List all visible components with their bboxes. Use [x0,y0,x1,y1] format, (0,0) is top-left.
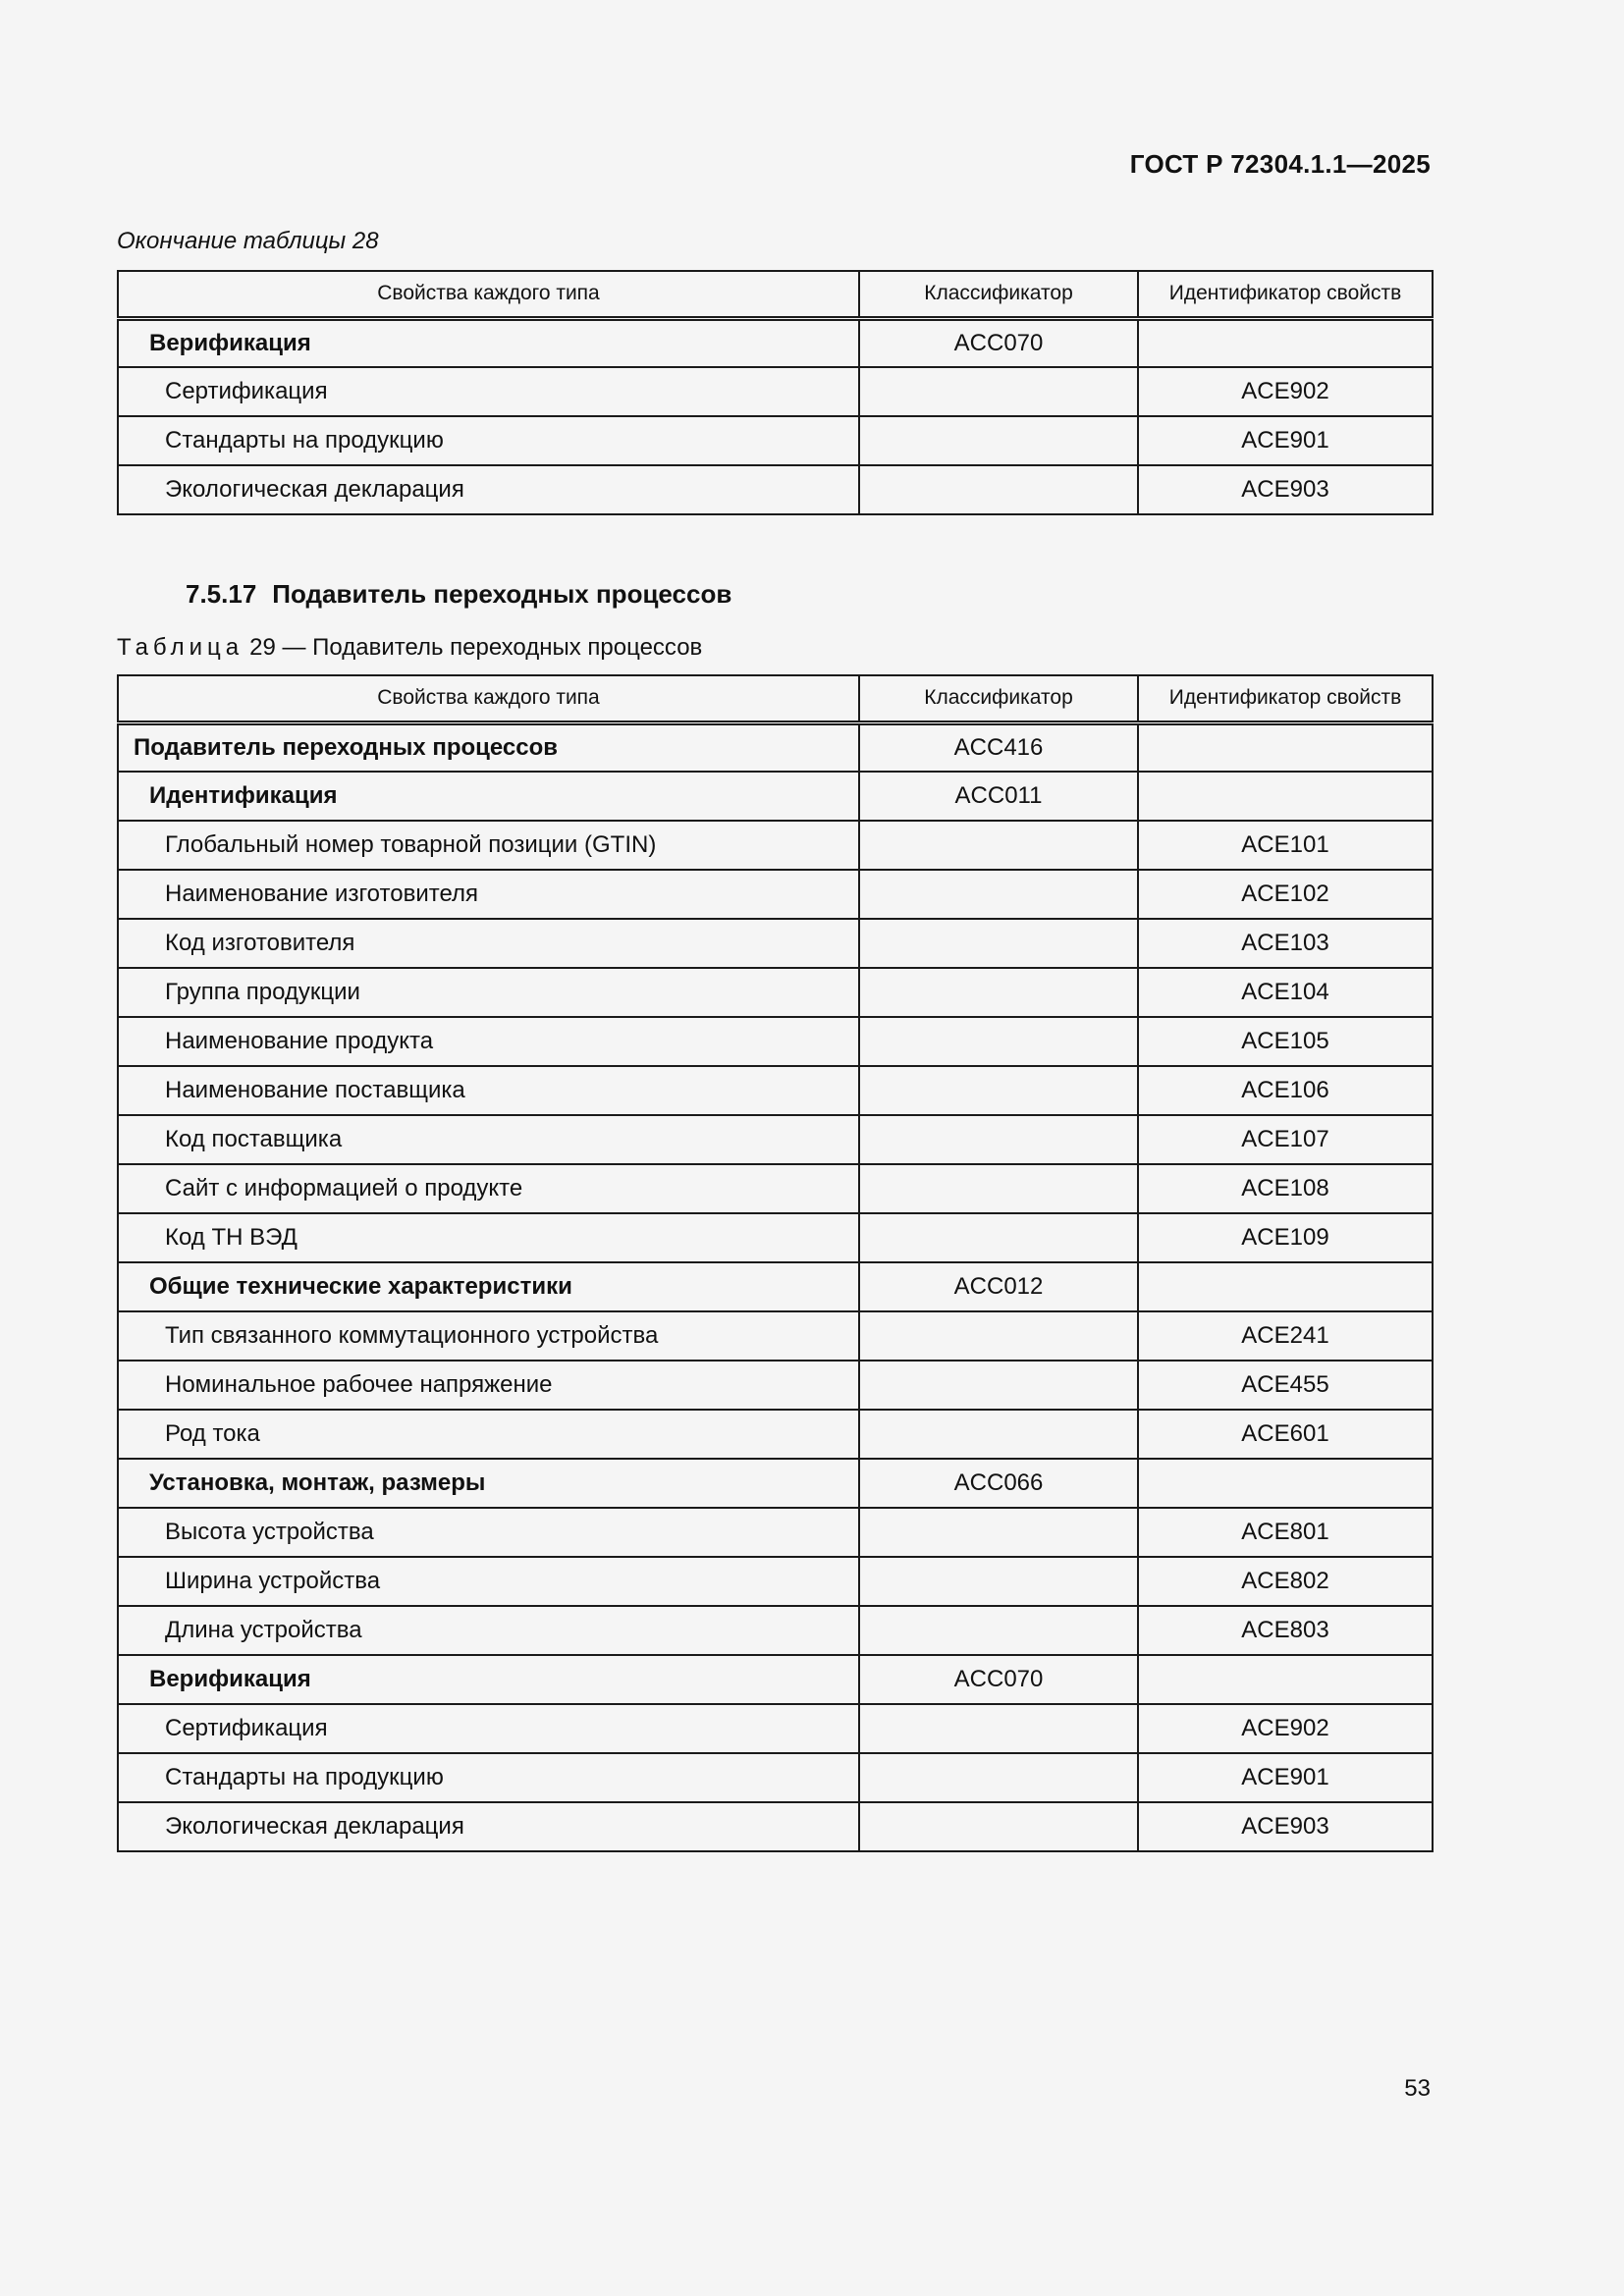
property-name-cell: Идентификация [118,772,859,821]
classifier-cell [859,1802,1138,1851]
classifier-cell [859,1704,1138,1753]
classifier-cell [859,416,1138,465]
property-name-cell: Высота устройства [118,1508,859,1557]
table-header-row [118,675,1433,722]
classifier-cell: ACC070 [859,1655,1138,1704]
property-name-cell: Код поставщика [118,1115,859,1164]
table-row [118,1557,1433,1606]
table-row [118,1655,1433,1704]
classifier-cell [859,968,1138,1017]
property-id-cell: ACE902 [1138,1704,1433,1753]
property-id-cell: ACE101 [1138,821,1433,870]
table-row [118,1753,1433,1802]
property-id-cell: ACE104 [1138,968,1433,1017]
table-row [118,1704,1433,1753]
table-28-continuation-label: Окончание таблицы 28 [117,228,379,254]
table-28-body [118,318,1433,514]
table-28 [117,270,1434,515]
table-row [118,1017,1433,1066]
section-number: 7.5.17 [186,579,257,609]
classifier-cell [859,1557,1138,1606]
classifier-cell [859,1017,1138,1066]
property-name-cell: Стандарты на продукцию [118,1753,859,1802]
classifier-cell [859,1606,1138,1655]
classifier-cell: ACC012 [859,1262,1138,1311]
section-heading [186,579,731,610]
classifier-cell: ACC066 [859,1459,1138,1508]
column-header-property-id: Идентификатор свойств [1138,675,1433,722]
table-row [118,1115,1433,1164]
table-row [118,1459,1433,1508]
property-name-cell: Наименование изготовителя [118,870,859,919]
property-name-cell: Сайт с информацией о продукте [118,1164,859,1213]
property-id-cell: ACE901 [1138,416,1433,465]
property-id-cell: ACE102 [1138,870,1433,919]
column-header-property-id: Идентификатор свойств [1138,271,1433,318]
property-id-cell: ACE801 [1138,1508,1433,1557]
table-row [118,1164,1433,1213]
property-name-cell: Наименование продукта [118,1017,859,1066]
table-row [118,1311,1433,1361]
property-name-cell: Подавитель переходных процессов [118,722,859,772]
property-id-cell [1138,1459,1433,1508]
property-name-cell: Стандарты на продукцию [118,416,859,465]
property-id-cell: ACE109 [1138,1213,1433,1262]
table-row [118,1213,1433,1262]
table-caption-text: 29 — Подавитель переходных процессов [249,634,703,661]
property-name-cell: Ширина устройства [118,1557,859,1606]
property-id-cell [1138,722,1433,772]
property-id-cell: ACE108 [1138,1164,1433,1213]
table-29-caption [117,634,702,662]
property-name-cell: Наименование поставщика [118,1066,859,1115]
property-name-cell: Род тока [118,1410,859,1459]
property-id-cell: ACE106 [1138,1066,1433,1115]
property-id-cell [1138,1655,1433,1704]
property-id-cell: ACE601 [1138,1410,1433,1459]
property-id-cell: ACE105 [1138,1017,1433,1066]
table-row [118,1508,1433,1557]
table-row [118,772,1433,821]
table-row [118,1066,1433,1115]
property-name-cell: Длина устройства [118,1606,859,1655]
table-row [118,367,1433,416]
classifier-cell [859,1753,1138,1802]
property-name-cell: Экологическая декларация [118,1802,859,1851]
classifier-cell [859,870,1138,919]
document-code-header: ГОСТ Р 72304.1.1—2025 [1129,149,1431,179]
classifier-cell [859,465,1138,514]
property-name-cell: Сертификация [118,1704,859,1753]
table-29 [117,674,1434,1852]
property-name-cell: Тип связанного коммутационного устройства [118,1311,859,1361]
property-id-cell: ACE241 [1138,1311,1433,1361]
table-row [118,1606,1433,1655]
classifier-cell [859,1508,1138,1557]
classifier-cell [859,919,1138,968]
classifier-cell [859,1311,1138,1361]
property-id-cell [1138,772,1433,821]
property-id-cell: ACE902 [1138,367,1433,416]
property-name-cell: Верификация [118,1655,859,1704]
property-id-cell: ACE803 [1138,1606,1433,1655]
property-id-cell: ACE901 [1138,1753,1433,1802]
property-name-cell: Экологическая декларация [118,465,859,514]
property-name-cell: Сертификация [118,367,859,416]
table-row [118,821,1433,870]
classifier-cell: ACC011 [859,772,1138,821]
property-id-cell: ACE903 [1138,465,1433,514]
table-row [118,968,1433,1017]
property-id-cell: ACE107 [1138,1115,1433,1164]
property-name-cell: Общие технические характеристики [118,1262,859,1311]
table-caption-label: Таблица [117,634,244,661]
classifier-cell [859,1361,1138,1410]
classifier-cell: ACC416 [859,722,1138,772]
table-row [118,318,1433,367]
table-row [118,870,1433,919]
property-name-cell: Код ТН ВЭД [118,1213,859,1262]
page-number: 53 [1404,2075,1431,2102]
property-name-cell: Верификация [118,318,859,367]
property-id-cell [1138,318,1433,367]
property-id-cell: ACE802 [1138,1557,1433,1606]
property-id-cell: ACE103 [1138,919,1433,968]
classifier-cell: ACC070 [859,318,1138,367]
column-header-properties: Свойства каждого типа [118,675,859,722]
property-id-cell [1138,1262,1433,1311]
classifier-cell [859,1164,1138,1213]
table-header-row [118,271,1433,318]
property-id-cell: ACE903 [1138,1802,1433,1851]
classifier-cell [859,821,1138,870]
section-title: Подавитель переходных процессов [272,579,732,609]
classifier-cell [859,1115,1138,1164]
table-row [118,722,1433,772]
classifier-cell [859,367,1138,416]
classifier-cell [859,1410,1138,1459]
table-row [118,1361,1433,1410]
table-29-body [118,722,1433,1851]
column-header-classifier: Классификатор [859,675,1138,722]
property-name-cell: Установка, монтаж, размеры [118,1459,859,1508]
property-name-cell: Глобальный номер товарной позиции (GTIN) [118,821,859,870]
classifier-cell [859,1213,1138,1262]
classifier-cell [859,1066,1138,1115]
column-header-classifier: Классификатор [859,271,1138,318]
property-id-cell: ACE455 [1138,1361,1433,1410]
property-name-cell: Группа продукции [118,968,859,1017]
column-header-properties: Свойства каждого типа [118,271,859,318]
table-row [118,416,1433,465]
table-row [118,1410,1433,1459]
table-row [118,1262,1433,1311]
property-name-cell: Код изготовителя [118,919,859,968]
table-row [118,919,1433,968]
table-row [118,465,1433,514]
property-name-cell: Номинальное рабочее напряжение [118,1361,859,1410]
table-row [118,1802,1433,1851]
